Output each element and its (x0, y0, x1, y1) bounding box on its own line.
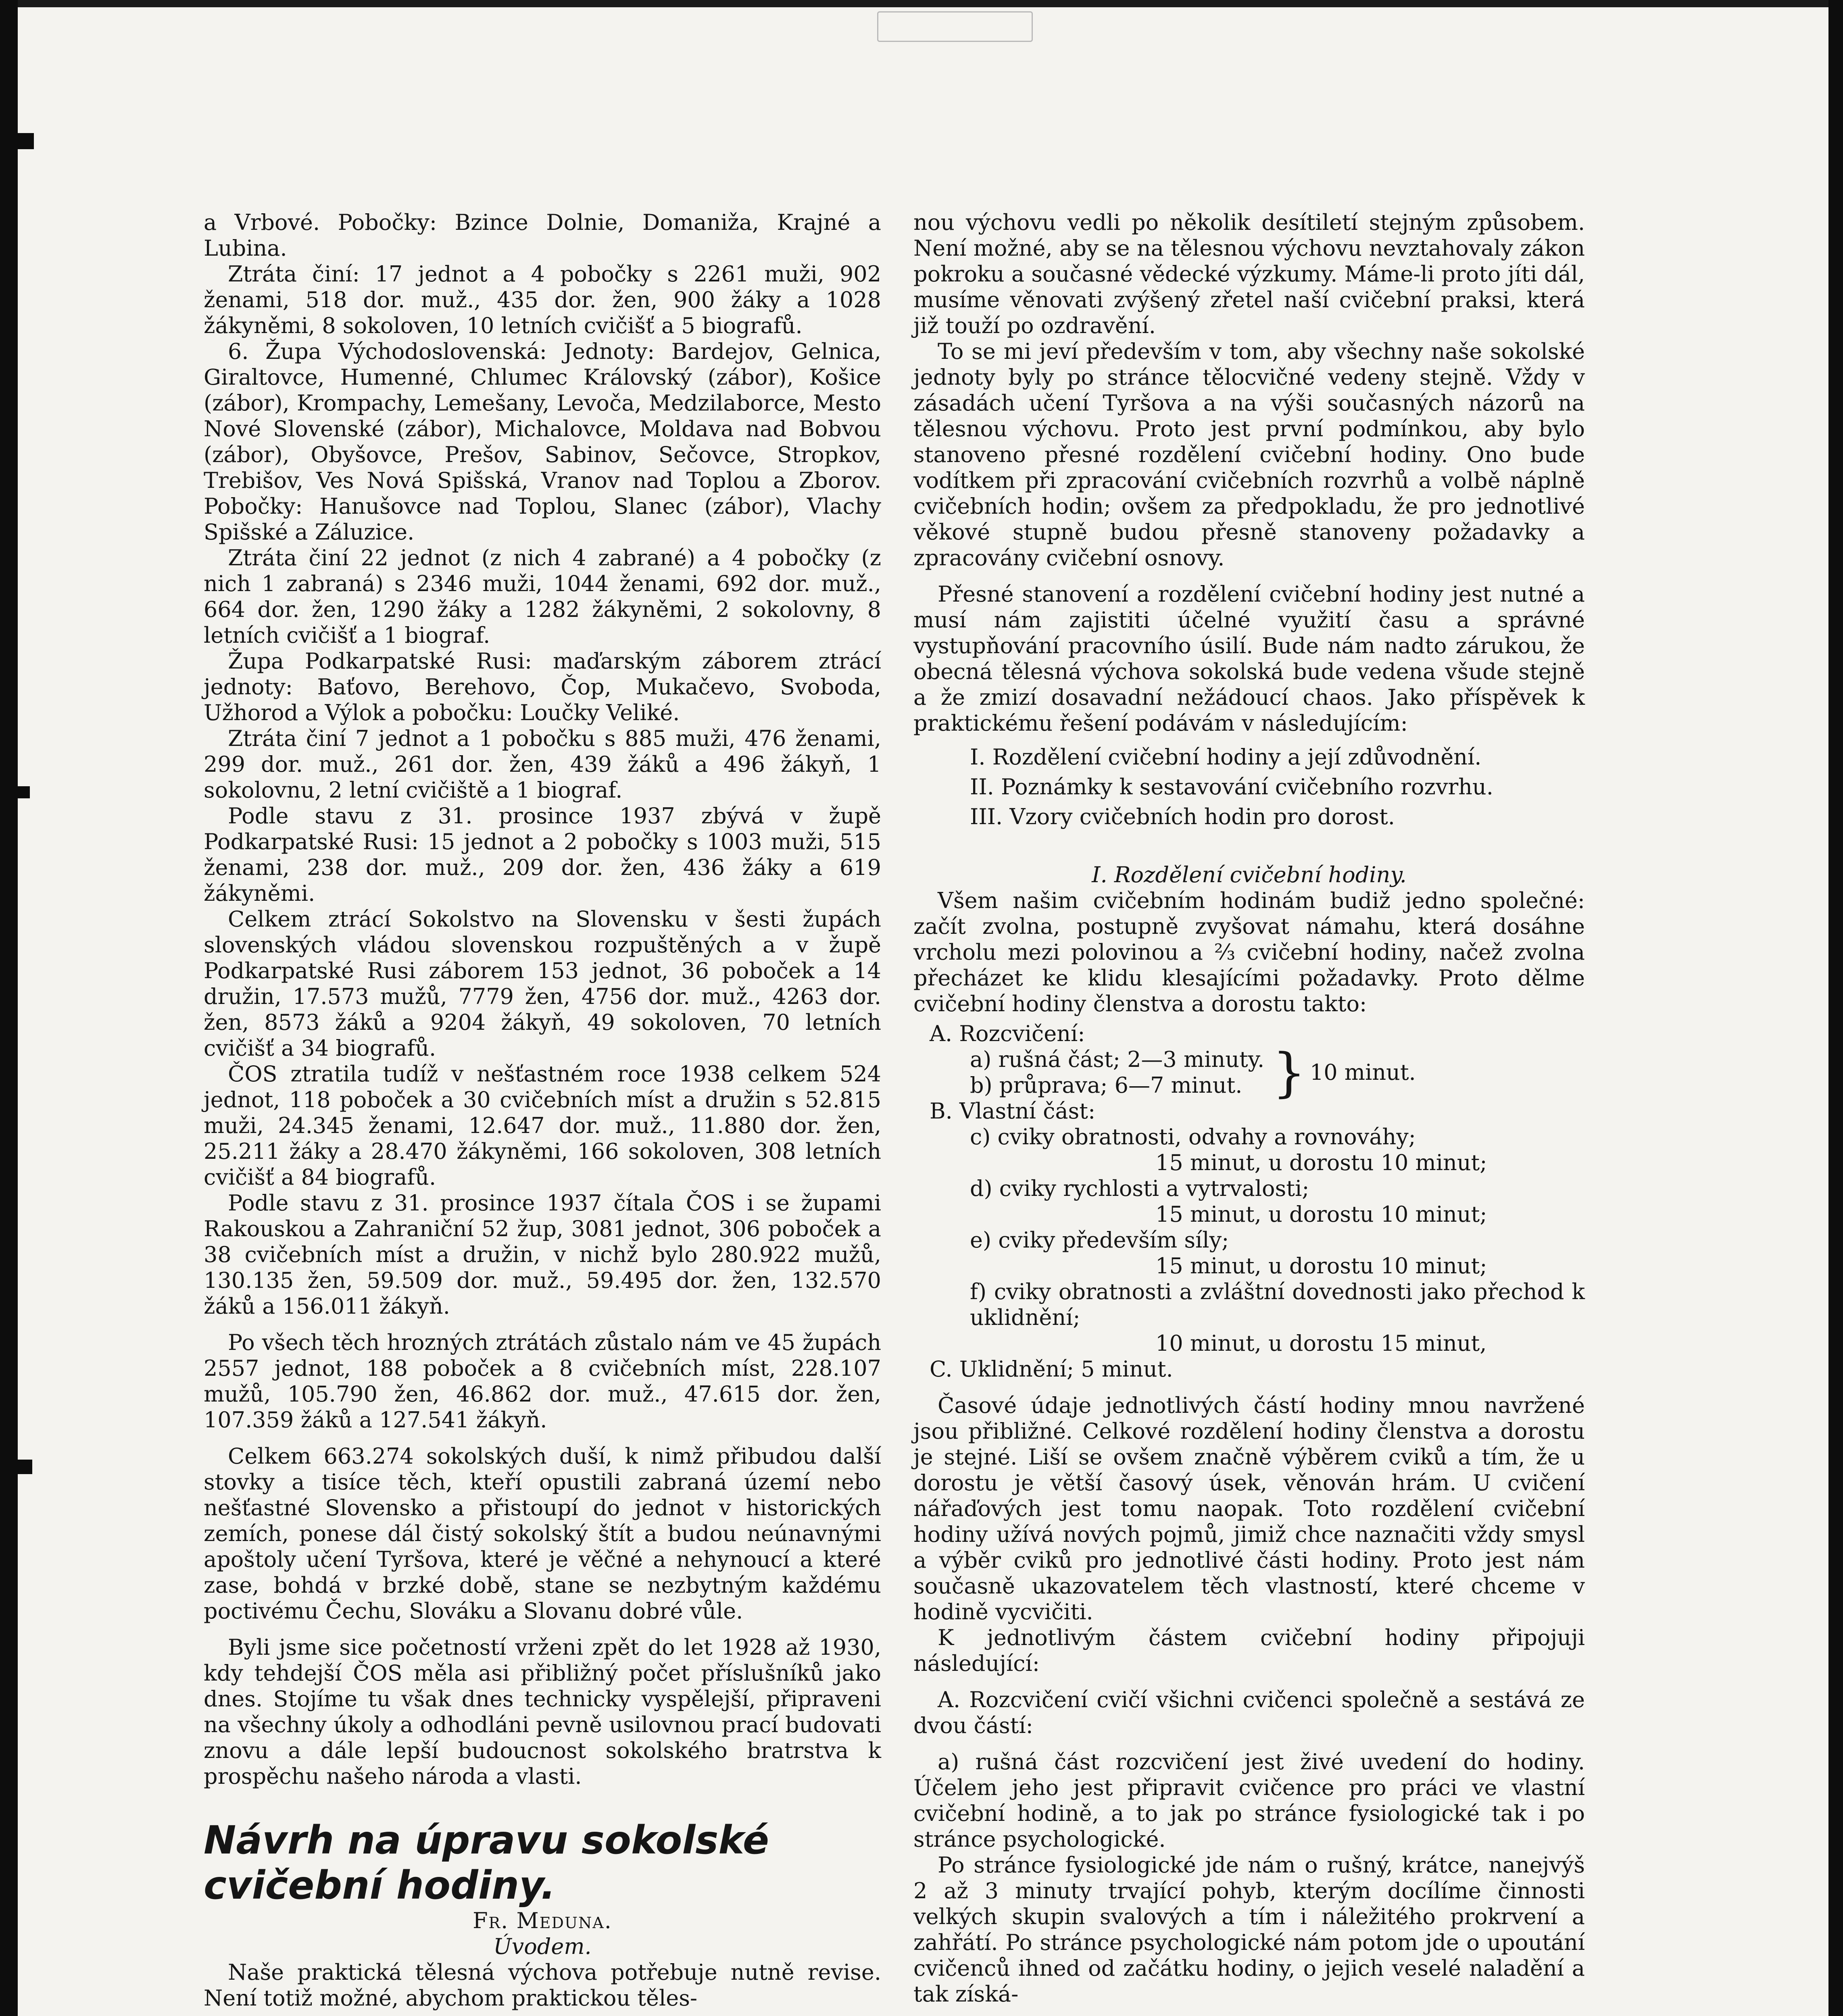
schedule-part-b: B. Vlastní část: (930, 1098, 1096, 1124)
paragraph: Župa Podkarpatské Rusi: maďarským záborem ztrácí jednoty: Baťovo, Berehovo, Čop, Mukačevo, Svoboda, Užhorod a Výlok a pobočku: Loučky Veliké. (204, 648, 881, 725)
article-title-line: cvičební hodiny. (204, 1863, 556, 1908)
right-column (913, 210, 1585, 2016)
outline-item: III. Vzory cvičebních hodin pro dorost. (970, 804, 1395, 829)
paragraph: Ztráta činí 22 jednot (z nich 4 zabrané) a 4 pobočky (z nich 1 zabraná) s 2346 muži, 1044 ženami, 692 dor. muž., 664 dor. žen, 1290 žáky a 1282 žákyněmi, 2 sokolovny, 8 letních cvičišť a 1 biograf. (204, 545, 881, 648)
intro-heading: Úvodem. (493, 1934, 592, 1959)
paragraph: 6. Župa Východoslovenská: Jednoty: Bardejov, Gelnica, Giraltovce, Humenné, Chlumec Královský (zábor), Košice (zábor), Krompachy, Lemešany, Levoča, Medzilaborce, Mesto Nové Slovenské (zábor), Michalovce, Moldava nad Bobvou (zábor), Obyšovce, Prešov, Sabinov, Sečovce, Stropkov, Trebišov, Ves Nová Spišská, Vranov nad Toplou a Zborov. Pobočky: Hanušovce nad Toplou, Slanec (zábor), Vlachy Spišské a Záluzice. (204, 339, 881, 545)
schedule-item: f) cviky obratnosti a zvláštní dovednosti jako přechod k uklidnění; (970, 1279, 1585, 1330)
schedule-brace-lines (970, 1047, 1264, 1098)
paragraph: Byli jsme sice početností vrženi zpět do let 1928 až 1930, kdy tehdejší ČOS měla asi přibližný počet příslušníků jako dnes. Stojíme tu však dnes technicky vyspělejší, připraveni na všechny úkoly a odhodláni pevně usilovnou prací budovati znovu a dále lepší budoucnost sokolského bratrstva k prospěchu našeho národa a vlasti. (204, 1635, 881, 1789)
outline-item: II. Poznámky k sestavování cvičebního rozvrhu. (970, 774, 1493, 800)
schedule-time: 15 minut, u dorostu 10 minut; (1155, 1150, 1487, 1175)
paragraph: Podle stavu z 31. prosince 1937 čítala ČOS i se župami Rakouskou a Zahraniční 52 žup, 3081 jednot, 306 poboček a 38 cvičebních míst a družin, v nichž bylo 280.922 mužů, 130.135 žen, 59.509 dor. muž., 59.495 dor. žen, 132.570 žáků a 156.011 žákyň. (204, 1190, 881, 1319)
schedule-time: 15 minut, u dorostu 10 minut; (1155, 1202, 1487, 1227)
schedule-time: 10 minut, u dorostu 15 minut, (1155, 1331, 1487, 1356)
paragraph: Po stránce fysiologické jde nám o rušný, krátce, nanejvýš 2 až 3 minuty trvající pohyb, kterým docílíme činnosti velkých skupin svalových a tím i náležitého prokrvení a zahřátí. Po stránce psychologické nám potom jde o upoutání cvičenců ihned od začátku hodiny, o jejich veselé naladění a tak získá- (913, 1852, 1585, 2007)
schedule-time: 15 minut, u dorostu 10 minut; (1155, 1253, 1487, 1279)
article-author: Fr. Meduna. (473, 1908, 612, 1933)
paragraph: Celkem ztrácí Sokolstvo na Slovensku v šesti župách slovenských vládou slovenskou rozpuštěných a v župě Podkarpatské Rusi záborem 153 jednot, 36 poboček a 14 družin, 17.573 mužů, 7779 žen, 4756 dor. muž., 4263 dor. žen, 8573 žáků a 9204 žákyň, 49 sokoloven, 70 letních cvičišť a 34 biografů. (204, 906, 881, 1061)
schedule-item: c) cviky obratnosti, odvahy a rovnováhy; (970, 1124, 1416, 1150)
paragraph: Přesné stanovení a rozdělení cvičební hodiny jest nutné a musí nám zajistiti účelné využití času a správné vystupňování pracovního úsilí. Bude nám nadto zárukou, že obecná tělesná výchova sokolská bude vedena všude stejně a že zmizí dosavadní nežádoucí chaos. Jako příspěvek k praktickému řešení podávám v následujícím: (913, 581, 1585, 736)
paragraph: nou výchovu vedli po několik desítiletí stejným způsobem. Není možné, aby se na tělesnou výchovu nevztahovaly zákon pokroku a současné vědecké výzkumy. Máme-li proto jíti dál, musíme věnovati zvýšený zřetel naší cvičební praksi, která již touží po ozdravění. (913, 210, 1585, 338)
outline-list (913, 744, 1585, 830)
schedule-total: 10 minut. (1309, 1060, 1416, 1085)
paragraph: Podle stavu z 31. prosince 1937 zbývá v župě Podkarpatské Rusi: 15 jednot a 2 pobočky s 1003 muži, 515 ženami, 238 dor. muž., 209 dor. žen, 436 žáky a 619 žákyněmi. (204, 803, 881, 906)
paragraph: A. Rozcvičení cvičí všichni cvičenci společně a sestává ze dvou částí: (913, 1687, 1585, 1738)
paragraph: Ztráta činí: 17 jednot a 4 pobočky s 2261 muži, 902 ženami, 518 dor. muž., 435 dor. žen, 900 žáky a 1028 žákyněmi, 8 sokoloven, 10 letních cvičišť a 5 biografů. (204, 261, 881, 338)
schedule-brace-group (913, 1042, 1585, 1103)
schedule-item: e) cviky především síly; (970, 1227, 1229, 1253)
paragraph: To se mi jeví především v tom, aby všechny naše sokolské jednoty byly po stránce tělocvičné vedeny stejně. Vždy v zásadách učení Tyršova a na výši současných názorů na tělesnou výchovu. Proto jest první podmínkou, aby bylo stanoveno přesné rozdělení cvičební hodiny. Ono bude vodítkem při zpracování cvičebních rozvrhů a volbě náplně cvičebních hodin; ovšem za předpokladu, že pro jednotlivé věkové stupně budou přesně stanoveny požadavky a zpracovány cvičební osnovy. (913, 339, 1585, 571)
paragraph: Celkem 663.274 sokolských duší, k nimž přibudou další stovky a tisíce těch, kteří opustili zabraná území nebo nešťastné Slovensko a přistoupí do jednot v historických zemích, ponese dál čistý sokolský štít a budou neúnavnými apoštoly učení Tyršova, které je věčné a nehynoucí a které zase, bohdá v brzké době, stane se nezbytným každému poctivému Čechu, Slováku a Slovanu dobré vůle. (204, 1443, 881, 1624)
paragraph: ČOS ztratila tudíž v nešťastném roce 1938 celkem 524 jednot, 118 poboček a 30 cvičebních míst a družin s 52.815 muži, 24.345 ženami, 12.647 dor. muž., 11.880 dor. žen, 25.211 žáky a 28.470 žákyněmi, 166 sokoloven, 308 letních cvičišť a 84 biografů. (204, 1061, 881, 1190)
schedule-part-a: A. Rozcvičení: (930, 1021, 1085, 1046)
paragraph: K jednotlivým částem cvičební hodiny připojuji následující: (913, 1625, 1585, 1676)
paragraph: a) rušná část rozcvičení jest živé uvedení do hodiny. Účelem jeho jest připravit cvičence pro práci ve vlastní cvičební hodině, a to jak po stránce fysiologické tak i po stránce psychologické. (913, 1749, 1585, 1852)
schedule (913, 1021, 1585, 1382)
schedule-item: b) průprava; 6—7 minut. (970, 1073, 1243, 1098)
paragraph: Časové údaje jednotlivých částí hodiny mnou navržené jsou přibližné. Celkové rozdělení hodiny členstva a dorostu je stejné. Liší se ovšem značně výběrem cviků a tím, že u dorostu je větší časový úsek, věnován hrám. U cvičení nářaďových jest tomu naopak. Toto rozdělení cvičební hodiny užívá nových pojmů, jimiž chce naznačiti vždy smysl a výběr cviků pro jednotlivé části hodiny. Proto jest nám současně ukazovatelem těch vlastností, které chceme v hodině vycvičiti. (913, 1393, 1585, 1624)
schedule-item: d) cviky rychlosti a vytrvalosti; (970, 1176, 1309, 1201)
article-title (204, 1818, 881, 1908)
section-intro: Všem našim cvičebním hodinám budiž jedno společné: začít zvolna, postupně zvyšovat námahu, která dosáhne vrcholu mezi polovinou a ⅔ cvičební hodiny, načež zvolna přecházet ke klidu klesajícími požadavky. Proto dělme cvičební hodiny členstva a dorostu takto: (913, 888, 1585, 1016)
schedule-item: a) rušná část; 2—3 minuty. (970, 1047, 1265, 1072)
article-title-line: Návrh na úpravu sokolské (204, 1818, 769, 1863)
section-heading: I. Rozdělení cvičební hodiny. (1092, 862, 1407, 887)
brace-glyph: } (1272, 1042, 1306, 1103)
paragraph: Ztráta činí 7 jednot a 1 pobočku s 885 muži, 476 ženami, 299 dor. muž., 261 dor. žen, 439 žáků a 496 žákyň, 1 sokolovnu, 2 letní cvičiště a 1 biograf. (204, 726, 881, 803)
left-column (204, 210, 881, 2016)
outline-item: I. Rozdělení cvičební hodiny a její zdůvodnění. (970, 744, 1482, 770)
intro-paragraph: Naše praktická tělesná výchova potřebuje nutně revise. Není totiž možné, abychom praktickou těles- (204, 1960, 881, 2011)
schedule-part-c: C. Uklidnění; 5 minut. (930, 1356, 1173, 1382)
paragraph: a Vrbové. Pobočky: Bzince Dolnie, Domaniža, Krajné a Lubina. (204, 210, 881, 261)
paragraph: Po všech těch hrozných ztrátách zůstalo nám ve 45 župách 2557 jednot, 188 poboček a 8 cvičebních míst, 228.107 mužů, 105.790 žen, 46.862 dor. muž., 47.615 dor. žen, 107.359 žáků a 127.541 žákyň. (204, 1330, 881, 1433)
